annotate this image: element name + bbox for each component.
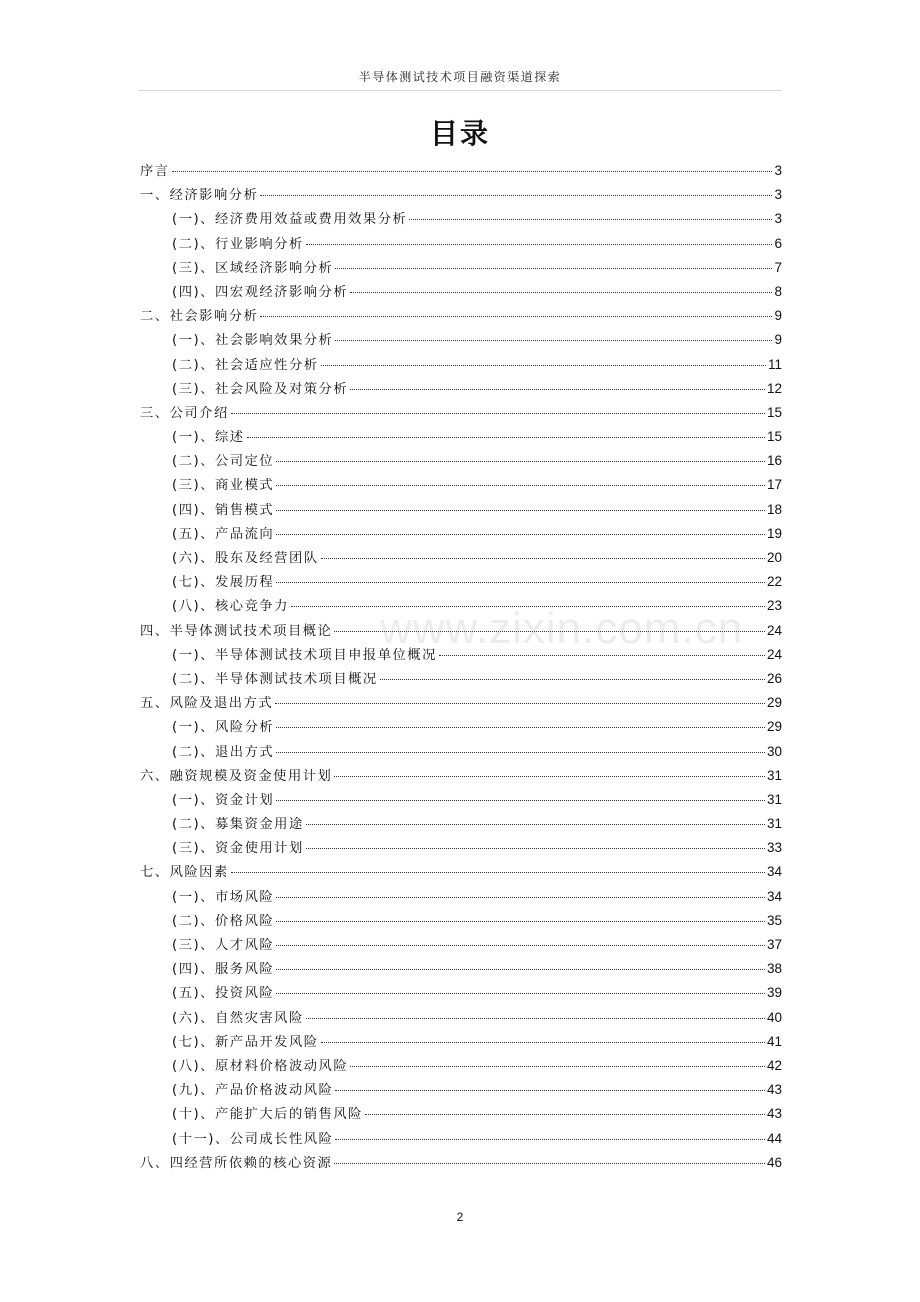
toc-entry[interactable] bbox=[140, 861, 782, 885]
toc-entry[interactable] bbox=[140, 378, 782, 402]
toc-entry-label: (一)、综述 bbox=[172, 430, 245, 446]
page-title: 目录 bbox=[429, 117, 490, 150]
toc-entry-page: 29 bbox=[766, 695, 782, 711]
toc-entry-label: (一)、经济费用效益或费用效果分析 bbox=[172, 212, 408, 228]
toc-entry[interactable] bbox=[140, 160, 782, 184]
toc-entry-page: 42 bbox=[766, 1057, 782, 1073]
toc-entry-page: 15 bbox=[766, 429, 782, 445]
toc-entry-label: (二)、半导体测试技术项目概况 bbox=[172, 671, 378, 687]
toc-dot-leader bbox=[306, 848, 765, 849]
toc-entry-page: 7 bbox=[774, 259, 782, 275]
toc-entry[interactable] bbox=[140, 716, 782, 740]
toc-entry-label: (三)、商业模式 bbox=[172, 478, 275, 494]
toc-entry-page: 33 bbox=[766, 840, 782, 856]
toc-entry-label: 二、社会影响分析 bbox=[140, 309, 259, 325]
toc-dot-leader bbox=[306, 1018, 765, 1019]
toc-entry-label: (五)、投资风险 bbox=[172, 986, 275, 1002]
toc-entry-page: 38 bbox=[766, 961, 782, 977]
toc-dot-leader bbox=[335, 1090, 765, 1091]
toc-entry[interactable] bbox=[140, 499, 782, 523]
toc-entry-label: (六)、股东及经营团队 bbox=[172, 551, 319, 566]
toc-entry-page: 9 bbox=[774, 332, 782, 348]
toc-entry-page: 44 bbox=[766, 1130, 782, 1146]
toc-entry-page: 34 bbox=[766, 888, 782, 904]
toc-entry-label: (六)、自然灾害风险 bbox=[172, 1010, 304, 1026]
toc-dot-leader bbox=[260, 316, 772, 317]
toc-entry-page: 22 bbox=[766, 574, 782, 590]
toc-entry[interactable] bbox=[140, 1079, 782, 1103]
toc-entry-label: (二)、社会适应性分析 bbox=[172, 357, 319, 373]
toc-entry-label: (三)、社会风险及对策分析 bbox=[172, 381, 349, 397]
toc-entry-label: (二)、募集资金用途 bbox=[172, 817, 304, 833]
toc-entry[interactable] bbox=[140, 184, 782, 208]
toc-entry[interactable] bbox=[140, 910, 782, 934]
toc-entry-label: (十)、产能扩大后的销售风险 bbox=[172, 1107, 363, 1123]
toc-dot-leader bbox=[276, 921, 765, 922]
toc-entry[interactable] bbox=[140, 1103, 782, 1127]
toc-entry-label: (一)、市场风险 bbox=[172, 889, 275, 905]
toc-entry-label: 五、风险及退出方式 bbox=[140, 696, 274, 712]
toc-entry-page: 24 bbox=[766, 646, 782, 662]
toc-dot-leader bbox=[409, 219, 772, 220]
toc-dot-leader bbox=[335, 1139, 765, 1140]
toc-entry[interactable] bbox=[140, 426, 782, 450]
toc-dot-leader bbox=[321, 558, 765, 559]
toc-dot-leader bbox=[350, 292, 772, 293]
toc-entry-page: 37 bbox=[766, 937, 782, 952]
toc-entry[interactable] bbox=[140, 886, 782, 910]
toc-entry-label: 一、经济影响分析 bbox=[140, 188, 259, 204]
toc-entry[interactable] bbox=[140, 692, 782, 716]
toc-entry-page: 40 bbox=[766, 1009, 782, 1025]
toc-entry-label: (八)、核心竞争力 bbox=[172, 599, 289, 615]
toc-entry-label: 六、融资规模及资金使用计划 bbox=[140, 768, 333, 784]
toc-entry-page: 20 bbox=[766, 550, 782, 565]
toc-entry-page: 16 bbox=[766, 453, 782, 469]
toc-entry-page: 3 bbox=[774, 187, 782, 203]
toc-entry[interactable] bbox=[140, 1007, 782, 1031]
toc-dot-leader bbox=[291, 606, 765, 607]
toc-entry-label: (八)、原材料价格波动风险 bbox=[172, 1058, 349, 1074]
toc-entry-page: 11 bbox=[767, 356, 782, 372]
toc-entry-label: (四)、服务风险 bbox=[172, 962, 275, 978]
toc-entry[interactable] bbox=[140, 958, 782, 982]
toc-entry-page: 39 bbox=[766, 985, 782, 1001]
toc-dot-leader bbox=[350, 389, 765, 390]
toc-dot-leader bbox=[321, 365, 766, 366]
toc-dot-leader bbox=[335, 340, 772, 341]
toc-dot-leader bbox=[231, 413, 765, 414]
toc-entry[interactable] bbox=[140, 450, 782, 474]
toc-entry[interactable] bbox=[140, 1055, 782, 1079]
running-header: 半导体测试技术项目融资渠道探索 bbox=[358, 70, 562, 84]
toc-entry[interactable] bbox=[140, 668, 782, 692]
toc-entry[interactable] bbox=[140, 644, 782, 668]
toc-entry[interactable] bbox=[140, 813, 782, 837]
toc-entry-page: 18 bbox=[766, 501, 782, 517]
toc-dot-leader bbox=[306, 244, 773, 245]
toc-entry-label: 序言 bbox=[140, 164, 170, 179]
toc-entry-label: (七)、发展历程 bbox=[172, 575, 275, 591]
toc-entry[interactable] bbox=[140, 257, 782, 281]
header-divider bbox=[138, 90, 782, 91]
toc-entry-label: (四)、销售模式 bbox=[172, 502, 275, 518]
toc-dot-leader bbox=[276, 945, 765, 946]
toc-dot-leader bbox=[276, 510, 765, 511]
toc-dot-leader bbox=[172, 171, 773, 172]
toc-entry[interactable] bbox=[140, 547, 782, 571]
toc-entry[interactable] bbox=[140, 1152, 782, 1176]
toc-entry-label: (二)、退出方式 bbox=[172, 744, 275, 760]
toc-dot-leader bbox=[275, 703, 765, 704]
toc-entry-page: 29 bbox=[766, 719, 782, 735]
toc-entry-label: 八、四经营所依赖的核心资源 bbox=[140, 1155, 333, 1171]
toc-dot-leader bbox=[380, 679, 765, 680]
toc-dot-leader bbox=[276, 582, 765, 583]
toc-dot-leader bbox=[276, 969, 765, 970]
toc-dot-leader bbox=[276, 461, 765, 462]
toc-entry[interactable] bbox=[140, 741, 782, 765]
toc-entry-page: 3 bbox=[774, 211, 782, 227]
toc-entry-page: 26 bbox=[766, 670, 782, 686]
toc-entry[interactable] bbox=[140, 281, 782, 305]
toc-entry-label: (二)、行业影响分析 bbox=[172, 236, 304, 252]
toc-entry[interactable] bbox=[140, 595, 782, 619]
toc-entry-page: 12 bbox=[766, 380, 782, 396]
toc-entry[interactable] bbox=[140, 789, 782, 813]
toc-entry-page: 15 bbox=[766, 404, 782, 420]
toc-dot-leader bbox=[276, 800, 765, 801]
toc-entry-label: (五)、产品流向 bbox=[172, 526, 275, 542]
toc-entry[interactable] bbox=[140, 620, 782, 644]
toc-entry-page: 35 bbox=[766, 912, 782, 928]
toc-entry-page: 30 bbox=[766, 743, 782, 759]
toc-entry[interactable] bbox=[140, 474, 782, 498]
toc-dot-leader bbox=[247, 437, 765, 438]
toc-entry-label: (二)、公司定位 bbox=[172, 454, 275, 470]
toc-dot-leader bbox=[306, 824, 765, 825]
toc-entry[interactable] bbox=[140, 1128, 782, 1152]
toc-entry-page: 34 bbox=[766, 864, 782, 880]
toc-entry-page: 41 bbox=[766, 1033, 782, 1049]
toc-entry[interactable] bbox=[140, 329, 782, 353]
toc-dot-leader bbox=[276, 485, 765, 486]
toc-entry[interactable] bbox=[140, 354, 782, 378]
toc-entry-page: 43 bbox=[766, 1106, 782, 1122]
page-number: 2 bbox=[456, 1210, 464, 1224]
toc-entry-label: 四、半导体测试技术项目概论 bbox=[140, 623, 333, 639]
toc-entry-label: (十一)、公司成长性风险 bbox=[172, 1131, 334, 1147]
toc-dot-leader bbox=[334, 1163, 765, 1164]
toc-entry-label: (四)、四宏观经济影响分析 bbox=[172, 284, 349, 300]
toc-entry-label: (三)、资金使用计划 bbox=[172, 841, 304, 857]
toc-entry[interactable] bbox=[140, 765, 782, 789]
toc-entry[interactable] bbox=[140, 982, 782, 1006]
toc-entry-page: 19 bbox=[766, 525, 782, 541]
toc-entry-page: 31 bbox=[766, 767, 782, 783]
toc-dot-leader bbox=[276, 752, 765, 753]
toc-entry[interactable] bbox=[140, 837, 782, 861]
toc-dot-leader bbox=[260, 195, 772, 196]
toc-entry-label: (七)、新产品开发风险 bbox=[172, 1034, 319, 1050]
toc-dot-leader bbox=[335, 268, 772, 269]
toc-entry[interactable] bbox=[140, 934, 782, 958]
toc-entry-page: 43 bbox=[766, 1082, 782, 1098]
toc-entry-label: (九)、产品价格波动风险 bbox=[172, 1083, 334, 1099]
toc-entry[interactable] bbox=[140, 208, 782, 232]
toc-entry-label: 七、风险因素 bbox=[140, 865, 229, 881]
toc-entry-label: 三、公司介绍 bbox=[140, 405, 229, 421]
toc-entry-page: 3 bbox=[774, 163, 782, 178]
toc-entry[interactable] bbox=[140, 571, 782, 595]
toc-entry-page: 24 bbox=[766, 622, 782, 638]
toc-entry-page: 6 bbox=[774, 235, 782, 251]
toc-dot-leader bbox=[276, 534, 765, 535]
toc-entry-label: (一)、半导体测试技术项目申报单位概况 bbox=[172, 647, 437, 663]
toc-entry-page: 8 bbox=[774, 283, 782, 299]
toc-dot-leader bbox=[231, 872, 765, 873]
toc-entry-page: 17 bbox=[766, 477, 782, 493]
toc-dot-leader bbox=[276, 727, 765, 728]
toc-entry[interactable] bbox=[140, 1031, 782, 1055]
toc-dot-leader bbox=[439, 655, 765, 656]
toc-dot-leader bbox=[334, 776, 765, 777]
toc-entry[interactable] bbox=[140, 523, 782, 547]
toc-entry-page: 46 bbox=[766, 1154, 782, 1170]
toc-dot-leader bbox=[334, 631, 765, 632]
toc-dot-leader bbox=[365, 1114, 765, 1115]
toc-entry-label: (二)、价格风险 bbox=[172, 913, 275, 929]
toc-dot-leader bbox=[276, 897, 765, 898]
toc-entry[interactable] bbox=[140, 402, 782, 426]
toc-entry-page: 31 bbox=[766, 791, 782, 807]
toc-entry-label: (一)、风险分析 bbox=[172, 720, 275, 736]
toc-entry-label: (三)、区域经济影响分析 bbox=[172, 260, 334, 276]
table-of-contents bbox=[140, 160, 782, 1176]
toc-entry-label: (三)、人才风险 bbox=[172, 938, 275, 953]
toc-dot-leader bbox=[350, 1066, 765, 1067]
toc-entry-page: 23 bbox=[766, 598, 782, 614]
toc-dot-leader bbox=[276, 993, 765, 994]
toc-entry-page: 31 bbox=[766, 816, 782, 832]
toc-dot-leader bbox=[321, 1042, 765, 1043]
watermark: www.zixin.com.cn bbox=[380, 604, 744, 653]
toc-entry-page: 9 bbox=[774, 308, 782, 324]
toc-entry-label: (一)、社会影响效果分析 bbox=[172, 333, 334, 349]
toc-entry-label: (一)、资金计划 bbox=[172, 792, 275, 808]
toc-entry[interactable] bbox=[140, 305, 782, 329]
toc-entry[interactable] bbox=[140, 233, 782, 257]
